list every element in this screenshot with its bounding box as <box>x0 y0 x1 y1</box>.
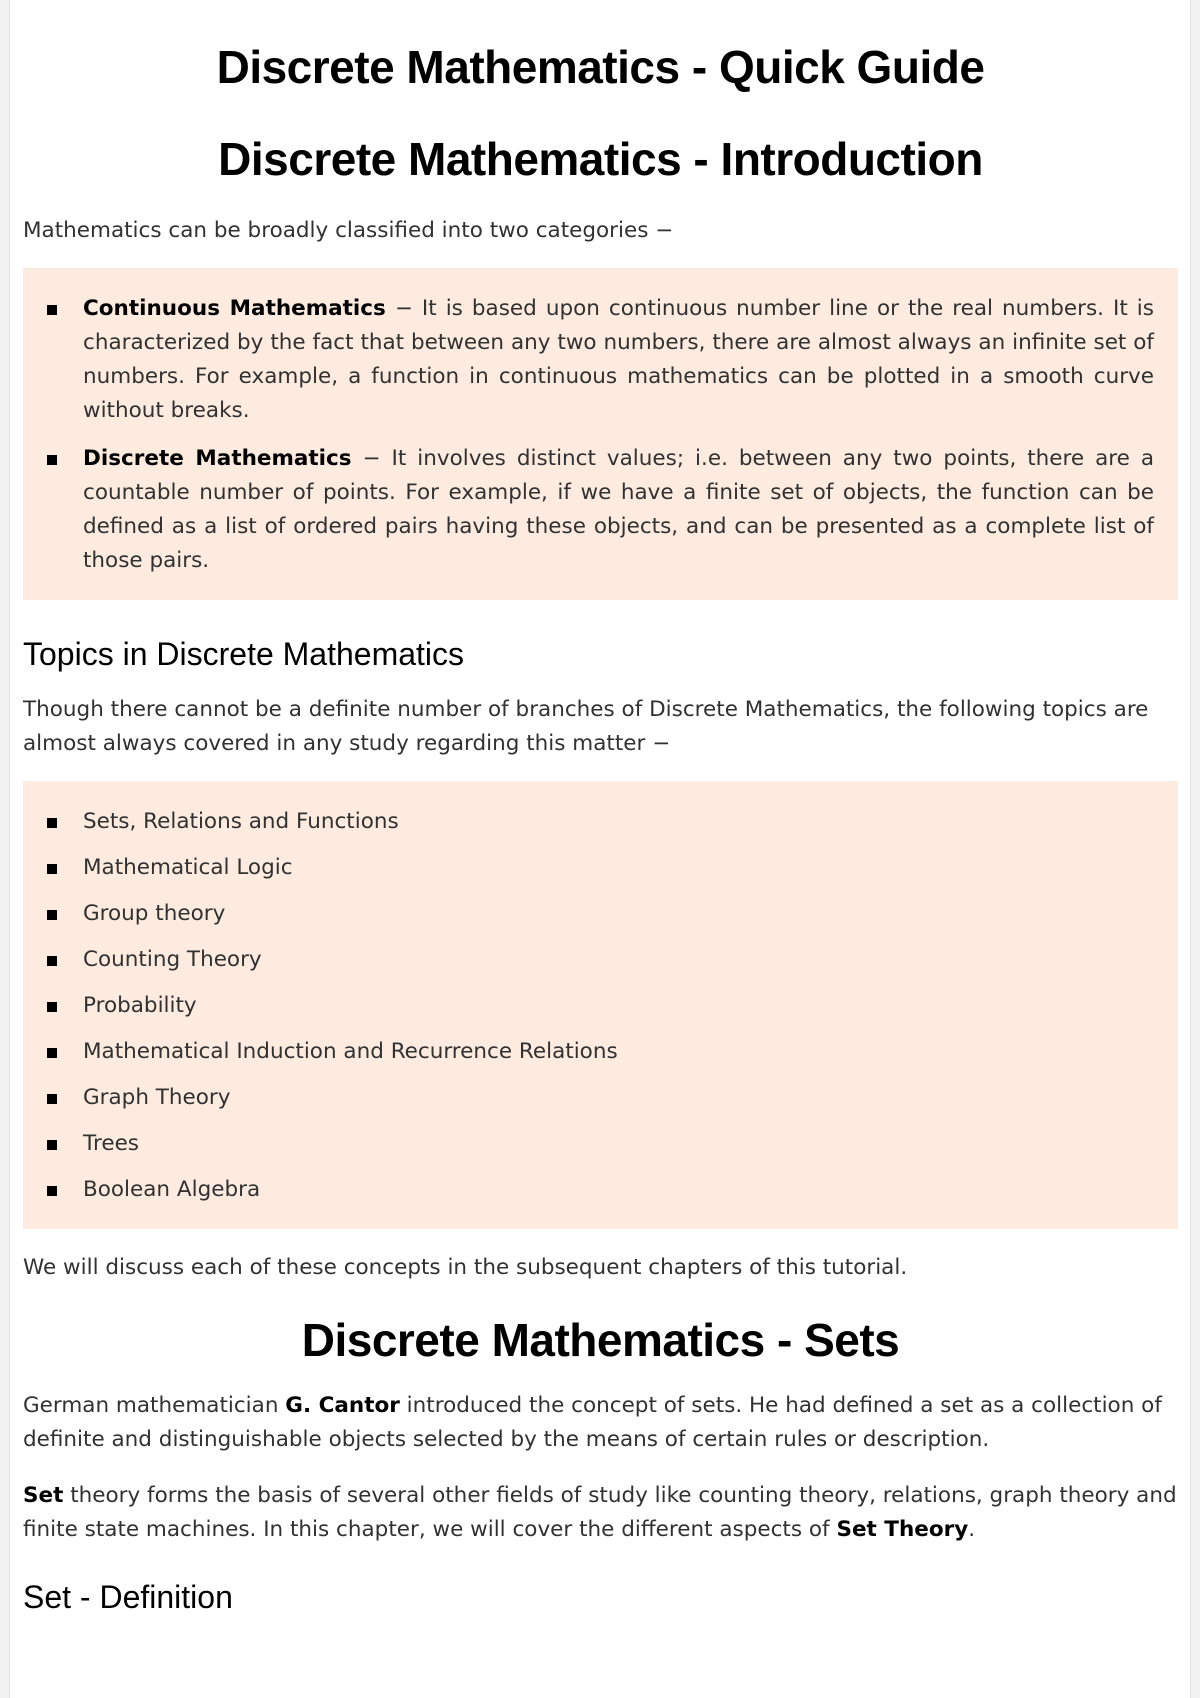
category-text: − It involves distinct values; i.e. between any two points, there are a countable number of points. For example, if we have a finite set of objects, the function can be defined as a list of ordered pairs having these objects, and can be presented as a complete list of those pairs. <box>83 446 1154 573</box>
sets-paragraph-2 <box>23 1479 1178 1547</box>
topic-label: Sets, Relations and Functions <box>83 809 399 834</box>
section-title-introduction: Discrete Mathematics - Introduction <box>218 133 983 185</box>
topic-label: Mathematical Induction and Recurrence Relations <box>83 1039 618 1064</box>
list-item <box>83 1081 1154 1115</box>
section-title-sets: Discrete Mathematics - Sets <box>301 1314 900 1366</box>
set-term: Set <box>23 1483 64 1508</box>
category-text: − It is based upon continuous number line or the real numbers. It is characterized by the fact that between any two numbers, there are almost always an infinite set of numbers. For example, a function in continuous mathematics can be plotted in a smooth curve without breaks. <box>83 296 1154 423</box>
list-item <box>83 1127 1154 1161</box>
section-heading-set-definition: Set - Definition <box>23 1579 233 1615</box>
list-item <box>83 1173 1154 1207</box>
cantor-name: G. Cantor <box>285 1393 400 1418</box>
bullet-icon <box>47 305 57 315</box>
topic-label: Probability <box>83 993 197 1018</box>
bullet-icon <box>47 1186 57 1196</box>
list-item <box>83 1035 1154 1069</box>
topics-lead: Though there cannot be a definite number of branches of Discrete Mathematics, the following topics are almost always covered in any study regarding this matter − <box>23 697 1149 756</box>
text-run: theory forms the basis of several other fields of study like counting theory, relations, graph theory and finite state machines. In this chapter, we will cover the different aspects of <box>23 1483 1177 1542</box>
article <box>9 0 1191 1698</box>
bullet-icon <box>47 818 57 828</box>
category-term: Continuous Mathematics <box>83 296 386 321</box>
bullet-icon <box>47 864 57 874</box>
topics-panel <box>23 781 1178 1229</box>
text-run: . <box>968 1517 976 1542</box>
set-theory-term: Set Theory <box>836 1517 969 1542</box>
topic-label: Group theory <box>83 901 226 926</box>
text-run: German mathematician <box>23 1393 286 1418</box>
categories-panel <box>23 268 1178 600</box>
text-run: introduced the concept of sets. He had defined a set as a collection of definite and distinguishable objects selected by the means of certain rules or description. <box>23 1393 1162 1452</box>
bullet-icon <box>47 1048 57 1058</box>
section-heading-topics: Topics in Discrete Mathematics <box>23 636 465 672</box>
bullet-icon <box>47 1002 57 1012</box>
topic-label: Trees <box>83 1131 139 1156</box>
list-item <box>83 805 1154 839</box>
topics-closing: We will discuss each of these concepts in the subsequent chapters of this tutorial. <box>23 1255 908 1280</box>
list-item <box>83 292 1154 428</box>
topic-label: Boolean Algebra <box>83 1177 261 1202</box>
topic-label: Counting Theory <box>83 947 262 972</box>
list-item <box>83 897 1154 931</box>
sets-paragraph-1 <box>23 1389 1178 1457</box>
bullet-icon <box>47 956 57 966</box>
category-term: Discrete Mathematics <box>83 446 352 471</box>
topic-label: Graph Theory <box>83 1085 231 1110</box>
topic-label: Mathematical Logic <box>83 855 293 880</box>
bullet-icon <box>47 1094 57 1104</box>
list-item <box>83 851 1154 885</box>
bullet-icon <box>47 1140 57 1150</box>
intro-lead: Mathematics can be broadly classified into two categories − <box>23 218 674 243</box>
page-title: Discrete Mathematics - Quick Guide <box>216 41 985 93</box>
bullet-icon <box>47 455 57 465</box>
list-item <box>83 989 1154 1023</box>
list-item <box>83 943 1154 977</box>
bullet-icon <box>47 910 57 920</box>
list-item <box>83 442 1154 578</box>
